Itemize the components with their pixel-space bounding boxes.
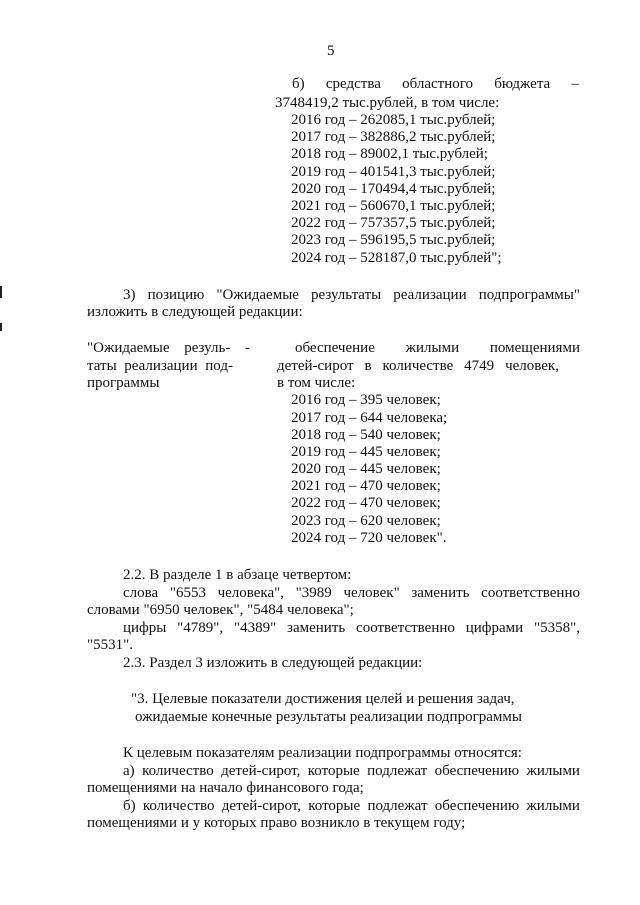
- item3-word: позицию: [147, 287, 205, 303]
- section22-digits-line2: "5531".: [87, 637, 133, 653]
- table-left-word: под-: [205, 358, 233, 374]
- budget-intro-line: [292, 75, 579, 93]
- section22-word: заменить: [411, 585, 470, 601]
- table-left-word: таты: [87, 358, 117, 374]
- targets-word: жилыми: [526, 798, 580, 814]
- targets-word: а): [123, 763, 135, 779]
- targets-a-line1: [123, 762, 580, 780]
- targets-word: б): [123, 798, 136, 814]
- budget-year-line: 2023 год – 596195,5 тыс.рублей;: [291, 232, 496, 248]
- section22-word: "4389": [233, 620, 277, 636]
- table-year-line: 2018 год – 540 человек;: [291, 427, 441, 443]
- item3-word: результаты: [311, 287, 382, 303]
- section23-title-line2: ожидаемые конечные результаты реализации подпрограммы: [135, 709, 522, 725]
- table-right-word: детей-сирот: [277, 358, 354, 374]
- targets-word: детей-сирот,: [221, 763, 301, 779]
- section22-digits-line1: [123, 619, 580, 637]
- budget-intro-word: –: [571, 76, 579, 92]
- table-year-line: 2020 год – 445 человек;: [291, 461, 441, 477]
- targets-word: подлежат: [367, 798, 428, 814]
- targets-b-line2: помещениями и у которых право возникло в текущем году;: [87, 815, 466, 831]
- table-left-line1: [87, 339, 250, 357]
- table-right-word: помещениями: [489, 340, 580, 356]
- section22-word: "5358",: [533, 620, 580, 636]
- item3-word: реализации: [393, 287, 467, 303]
- budget-total: 3748419,2 тыс.рублей, в том числе:: [275, 95, 500, 111]
- budget-year-line: 2019 год – 401541,3 тыс.рублей;: [291, 164, 496, 180]
- table-right-word: 4749: [464, 358, 495, 374]
- section22-word: цифры: [123, 620, 167, 636]
- section22-words-line1: [123, 584, 580, 602]
- targets-intro: К целевым показателям реализации подпрограммы относятся:: [123, 745, 522, 761]
- table-left-line3: программы: [87, 375, 160, 391]
- table-year-line: 2023 год – 620 человек;: [291, 513, 441, 529]
- budget-year-line: 2021 год – 560670,1 тыс.рублей;: [291, 198, 496, 214]
- targets-word: обеспечению: [434, 763, 520, 779]
- page-number: 5: [327, 43, 335, 59]
- section22-word: заменить: [287, 620, 346, 636]
- scan-margin-mark: [0, 323, 2, 331]
- section22-word: "4789",: [177, 620, 224, 636]
- targets-b-line1: [123, 797, 580, 815]
- table-left-word: резуль-: [184, 340, 231, 356]
- targets-word: которые: [308, 798, 361, 814]
- table-right-word: человек,: [505, 358, 559, 374]
- section22-word: "6553: [169, 585, 206, 601]
- item3-line2: изложить в следующей редакции:: [87, 304, 303, 320]
- budget-year-line: 2018 год – 89002,1 тыс.рублей;: [291, 146, 488, 162]
- table-year-line: 2019 год – 445 человек;: [291, 444, 441, 460]
- table-year-line: 2024 год – 720 человек".: [291, 530, 447, 546]
- budget-year-line: 2016 год – 262085,1 тыс.рублей;: [291, 112, 496, 128]
- targets-word: количество: [142, 763, 214, 779]
- table-left-word: -: [245, 340, 250, 356]
- section23-title-line1: "3. Целевые показатели достижения целей и решения задач,: [131, 691, 515, 707]
- budget-intro-word: бюджета: [494, 76, 551, 92]
- section22-word: соответственно: [481, 585, 580, 601]
- section22-word: человек": [343, 585, 400, 601]
- table-right-line3: в том числе:: [277, 375, 356, 391]
- table-year-line: 2017 год – 644 человека;: [291, 410, 448, 426]
- table-year-line: 2016 год – 395 человек;: [291, 392, 441, 408]
- targets-word: обеспечению: [434, 798, 520, 814]
- table-right-line2: [277, 357, 559, 375]
- section22-word: человека",: [217, 585, 285, 601]
- table-right-line1: [295, 339, 580, 357]
- targets-word: детей-сирот,: [221, 798, 301, 814]
- targets-word: жилыми: [526, 763, 580, 779]
- section22-word: соответственно: [356, 620, 455, 636]
- section22-words-line2: словами "6950 человек", "5484 человека";: [87, 602, 354, 618]
- targets-word: подлежат: [367, 763, 428, 779]
- budget-intro-word: б): [292, 76, 305, 92]
- targets-a-line2: помещениями на начало финансового года;: [87, 780, 364, 796]
- table-right-word: количестве: [382, 358, 454, 374]
- item3-word: подпрограммы": [478, 287, 580, 303]
- section22-word: цифрами: [465, 620, 524, 636]
- budget-year-line: 2020 год – 170494,4 тыс.рублей;: [291, 181, 496, 197]
- item3-word: 3): [123, 287, 136, 303]
- scan-margin-mark: [0, 286, 2, 298]
- item3-word: "Ожидаемые: [216, 287, 299, 303]
- section22-heading: 2.2. В разделе 1 в абзаце четвертом:: [123, 567, 352, 583]
- table-year-line: 2022 год – 470 человек;: [291, 495, 441, 511]
- table-left-word: "Ожидаемые: [87, 340, 170, 356]
- targets-word: которые: [307, 763, 360, 779]
- budget-intro-word: средства: [325, 76, 381, 92]
- table-right-word: в: [364, 358, 372, 374]
- table-left-line2: [87, 357, 233, 375]
- section23-heading: 2.3. Раздел 3 изложить в следующей редакции:: [123, 655, 423, 671]
- section22-word: слова: [123, 585, 159, 601]
- table-right-word: обеспечение: [295, 340, 375, 356]
- item3-line1: [123, 286, 580, 304]
- budget-year-line: 2022 год – 757357,5 тыс.рублей;: [291, 215, 496, 231]
- targets-word: количество: [142, 798, 215, 814]
- budget-year-line: 2024 год – 528187,0 тыс.рублей";: [291, 250, 502, 266]
- table-left-word: реализации: [124, 358, 198, 374]
- table-right-word: жилыми: [405, 340, 460, 356]
- table-year-line: 2021 год – 470 человек;: [291, 478, 441, 494]
- budget-intro-word: областного: [402, 76, 474, 92]
- section22-word: "3989: [295, 585, 332, 601]
- budget-year-line: 2017 год – 382886,2 тыс.рублей;: [291, 129, 496, 145]
